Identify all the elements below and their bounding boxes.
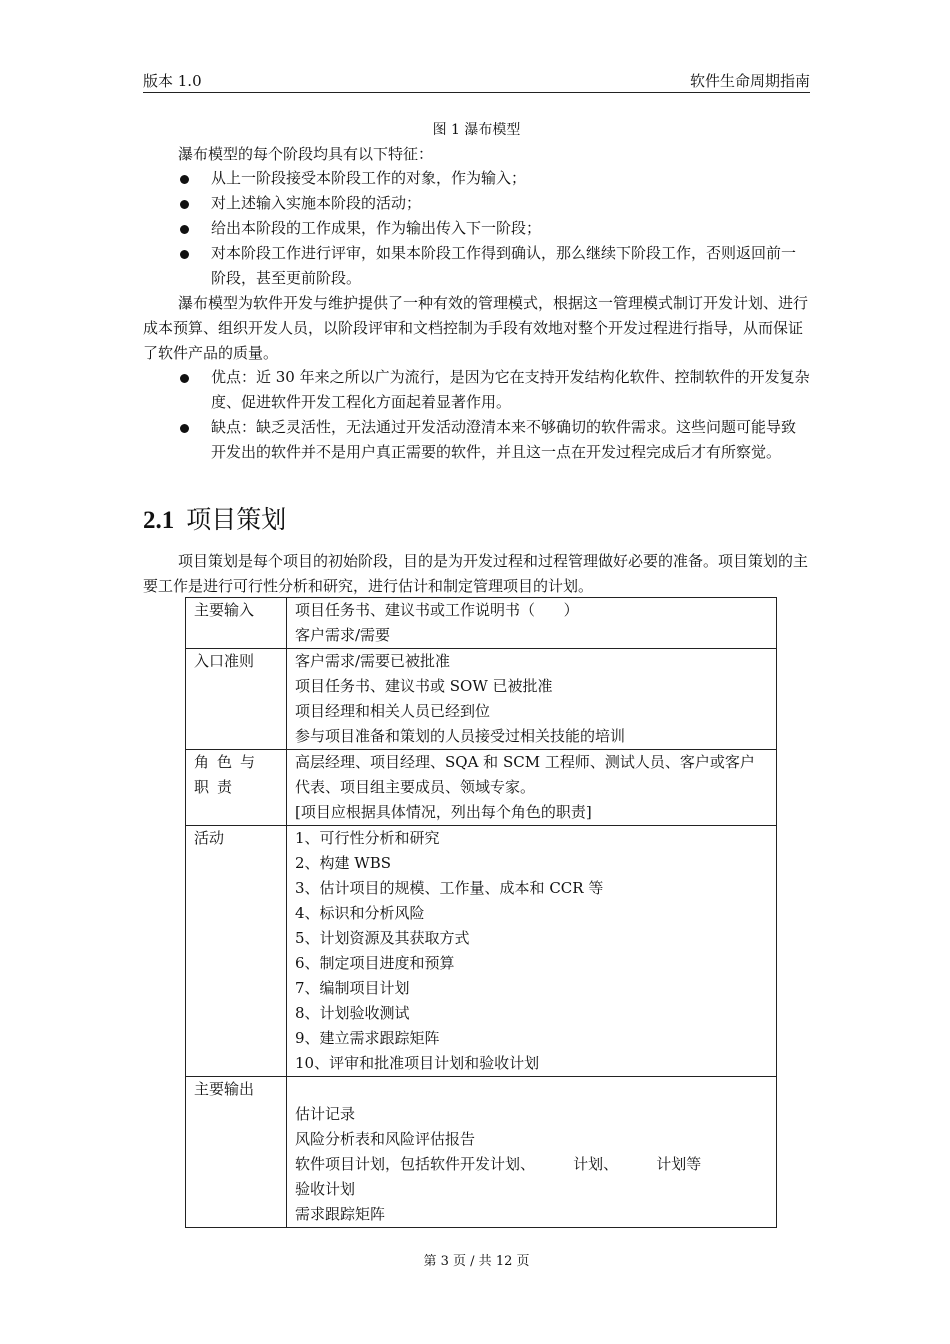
bullet-icon [180,374,189,383]
bullet-icon [180,175,189,184]
row-label: 活动 [186,826,287,1077]
section-intro-paragraph: 项目策划是每个项目的初始阶段，目的是为开发过程和过程管理做好必要的准备。项目策划的主要工作是进行可行性分析和研究，进行估计和制定管理项目的计划。 [143,552,809,595]
figure-caption: 图 1 瀑布模型 [432,122,521,138]
section-number: 2.1 [143,507,175,534]
list-item: 从上一阶段接受本阶段工作的对象，作为输入； [143,166,810,191]
list-item: 优点：近 30 年来之所以广为流行，是因为它在支持开发结构化软件、控制软件的开发复杂度、促进软件开发工程化方面起着显著作用。 [143,365,810,415]
table-row [186,750,777,826]
document-title: 软件生命周期指南 [689,72,810,90]
row-label: 主要输入 [186,598,287,649]
row-content: 估计记录 风险分析表和风险评估报告 软件项目计划，包括软件开发计划、 计划、 计划等 验收计划 需求跟踪矩阵 [287,1077,777,1228]
pros-cons-list [143,365,810,465]
bullet-icon [180,250,189,259]
table-row [186,598,777,649]
planning-table [185,597,777,1228]
list-item: 给出本阶段的工作成果，作为输出传入下一阶段； [143,216,810,241]
section-heading [143,500,286,536]
row-content: 客户需求/需要已被批准 项目任务书、建议书或 SOW 已被批准 项目经理和相关人员已经到位 参与项目准备和策划的人员接受过相关技能的培训 [287,649,777,750]
row-content: 项目任务书、建议书或工作说明书（ ） 客户需求/需要 [287,598,777,649]
section-title: 项目策划 [186,505,287,534]
list-item: 缺点：缺乏灵活性，无法通过开发活动澄清本来不够确切的软件需求。这些问题可能导致开发出的软件并不是用户真正需要的软件，并且这一点在开发过程完成后才有所察觉。 [143,415,810,465]
page-header [143,68,810,93]
list-item: 对本阶段工作进行评审，如果本阶段工作得到确认，那么继续下阶段工作，否则返回前一阶段，甚至更前阶段。 [143,241,810,291]
bullet-icon [180,424,189,433]
row-content: 高层经理、项目经理、SQA 和 SCM 工程师、测试人员、客户或客户代表、项目组主要成员、领域专家。 [项目应根据具体情况，列出每个角色的职责] [287,750,777,826]
row-label: 入口准则 [186,649,287,750]
intro-paragraph: 瀑布模型的每个阶段均具有以下特征： [178,145,434,163]
table-row [186,649,777,750]
bullet-icon [180,200,189,209]
table-row [186,1077,777,1228]
row-label: 主要输出 [186,1077,287,1228]
bullet-icon [180,225,189,234]
row-content: 1、可行性分析和研究 2、构建 WBS 3、估计项目的规模、工作量、成本和 CCR 等 4、标识和分析风险 5、计划资源及其获取方式 6、制定项目进度和预算 7、编制项目计划 8、计划验收测试 9、建立需求跟踪矩阵 10、评审和批准项目计划和验收计划 [287,826,777,1077]
version-label: 版本 1.0 [143,72,202,90]
feature-list [143,166,810,291]
page-footer: 第 3 页 / 共 12 页 [423,1254,530,1269]
row-label: 角色与职责 [186,750,287,826]
summary-paragraph: 瀑布模型为软件开发与维护提供了一种有效的管理模式，根据这一管理模式制订开发计划、进行成本预算、组织开发人员，以阶段评审和文档控制为手段有效地对整个开发过程进行指导，从而保证了软件产品的质量。 [143,294,809,362]
list-item: 对上述输入实施本阶段的活动； [143,191,810,216]
table-row [186,826,777,1077]
